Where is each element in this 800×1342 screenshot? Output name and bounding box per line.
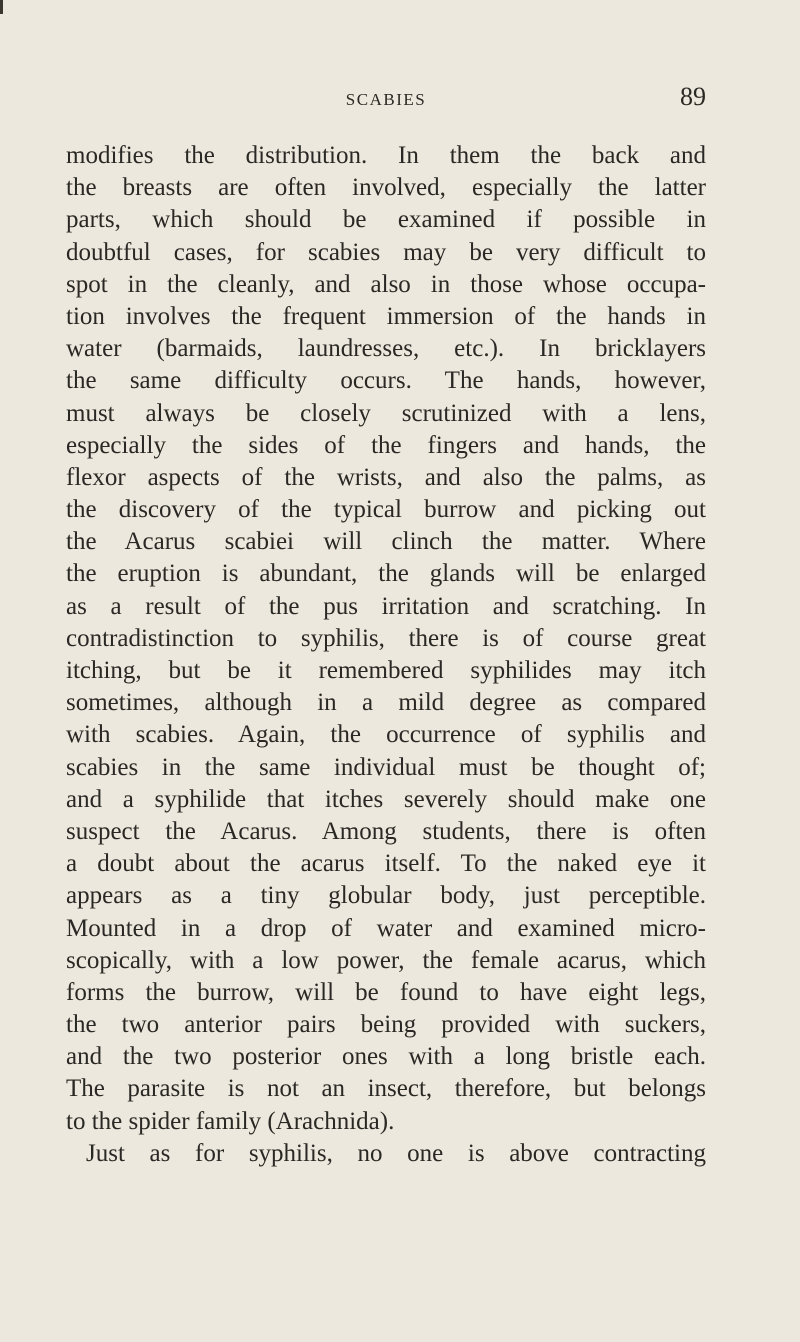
page-header	[66, 82, 706, 122]
text-line: tion involves the frequent immersion of the hands in	[66, 302, 706, 330]
text-line: the discovery of the typical burrow and picking out	[66, 496, 706, 524]
text-line: modifies the distribution. In them the back and	[66, 142, 706, 169]
text-line: The parasite is not an insect, therefore, but belongs	[66, 1075, 706, 1103]
text-line: forms the burrow, will be found to have eight legs,	[66, 978, 706, 1006]
page-edge-mark	[0, 0, 3, 14]
text-line: appears as a tiny globular body, just perceptible.	[66, 882, 706, 910]
body-text	[66, 140, 706, 1170]
text-line: scopically, with a low power, the female acarus, which	[66, 946, 706, 974]
running-head: SCABIES	[345, 90, 427, 109]
text-line: the breasts are often involved, especially the latter	[66, 174, 706, 202]
text-line: and a syphilide that itches severely should make one	[66, 785, 706, 813]
text-line: sometimes, although in a mild degree as compared	[66, 689, 706, 717]
text-line: the two anterior pairs being provided with suckers,	[66, 1011, 706, 1039]
text-line: as a result of the pus irritation and scratching. In	[66, 592, 706, 620]
text-line: itching, but be it remembered syphilides may itch	[66, 657, 706, 684]
text-line: doubtful cases, for scabies may be very difficult to	[66, 238, 706, 266]
text-line: water (barmaids, laundresses, etc.). In bricklayers	[66, 335, 706, 363]
text-line: Mounted in a drop of water and examined micro-	[66, 914, 706, 942]
text-line: must always be closely scrutinized with a lens,	[66, 399, 706, 427]
text-line: to the spider family (Arachnida).	[66, 1107, 395, 1135]
text-line: a doubt about the acarus itself. To the naked eye it	[66, 850, 706, 878]
text-line: flexor aspects of the wrists, and also the palms, as	[66, 463, 706, 491]
text-line: especially the sides of the fingers and hands, the	[66, 431, 706, 459]
text-line: parts, which should be examined if possible in	[66, 206, 706, 234]
text-line: Just as for syphilis, no one is above contracting	[86, 1139, 706, 1167]
text-line: and the two posterior ones with a long bristle each.	[66, 1043, 706, 1071]
text-line: the Acarus scabiei will clinch the matter. Where	[66, 528, 706, 556]
text-line: suspect the Acarus. Among students, there is often	[66, 817, 706, 845]
text-line: with scabies. Again, the occurrence of syphilis and	[66, 721, 706, 749]
page-number: 89	[680, 82, 706, 111]
text-line: the eruption is abundant, the glands will be enlarged	[66, 560, 706, 588]
text-line: spot in the cleanly, and also in those whose occupa-	[66, 270, 706, 298]
text-line: contradistinction to syphilis, there is of course great	[66, 624, 706, 652]
text-line: scabies in the same individual must be thought of;	[66, 753, 706, 781]
text-line: the same difficulty occurs. The hands, however,	[66, 367, 706, 395]
